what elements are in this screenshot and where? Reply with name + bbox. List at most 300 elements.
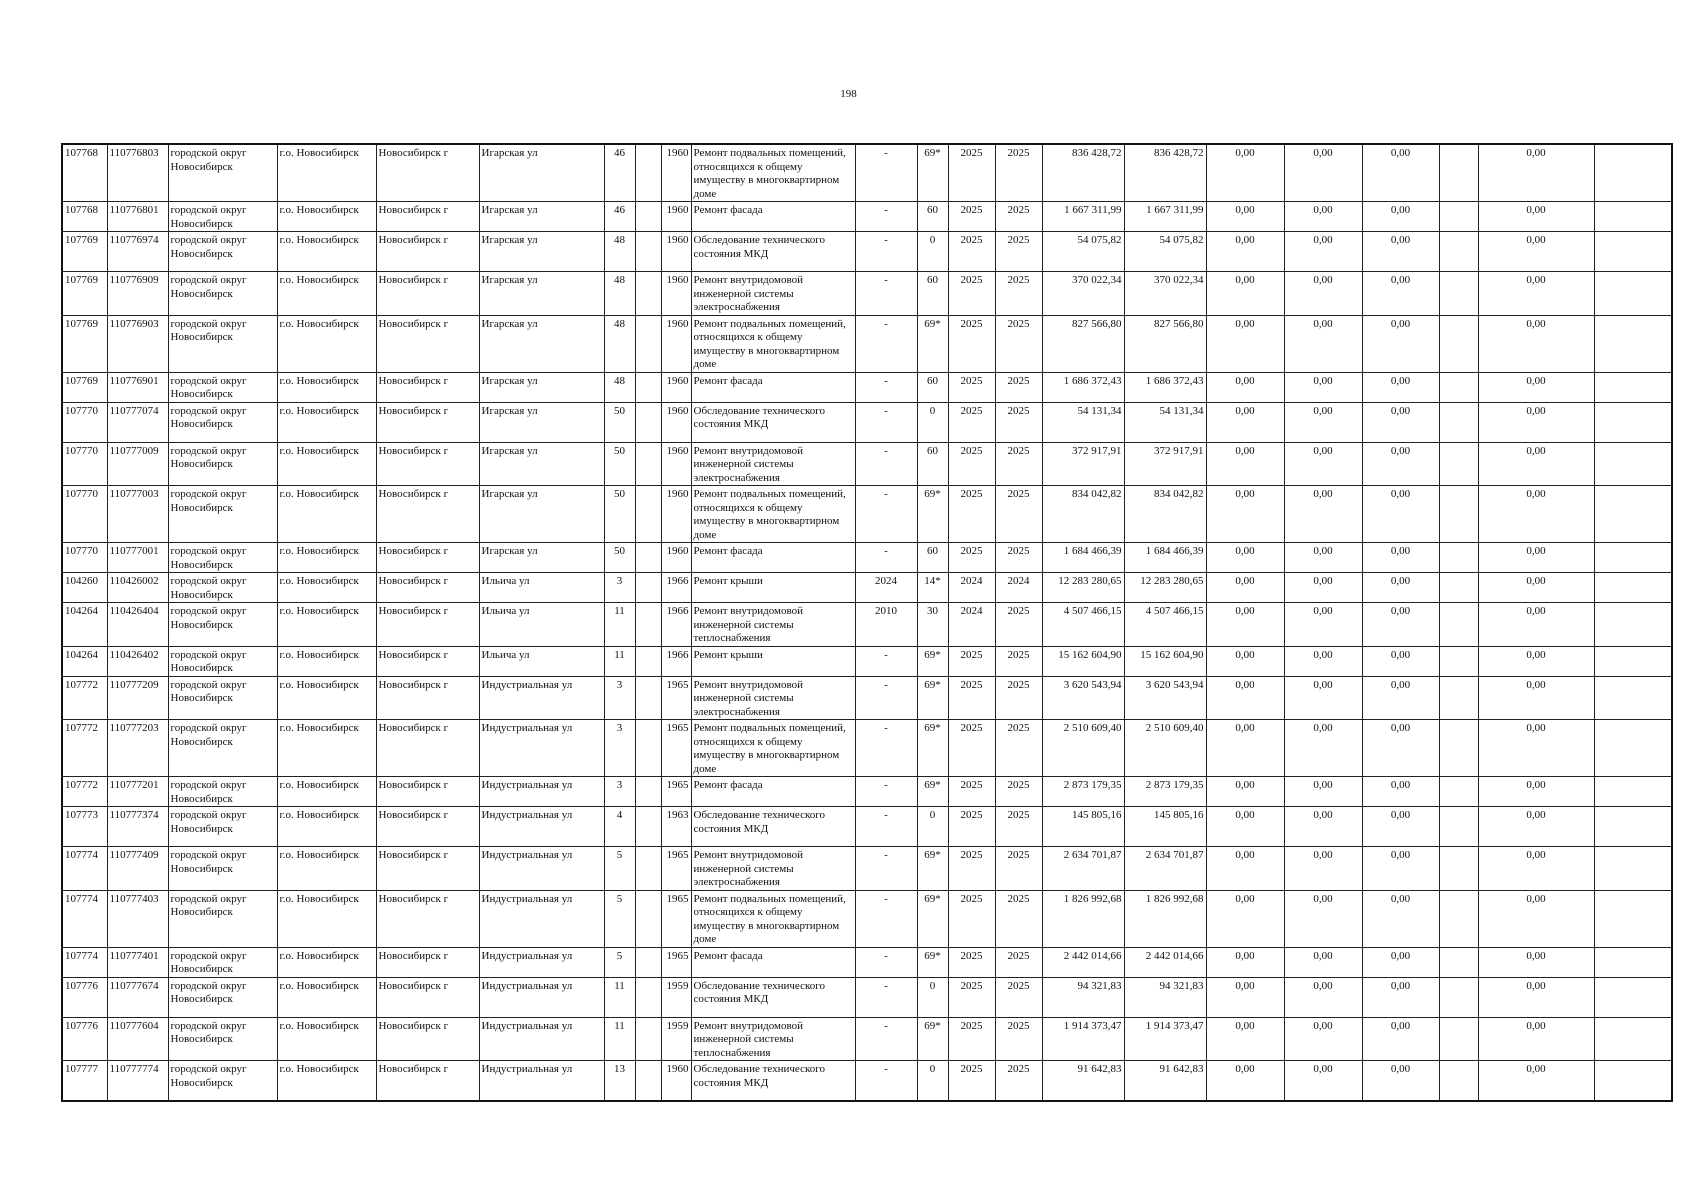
cell-cost-d: 0,00 xyxy=(1478,890,1594,947)
cell-work-type: Ремонт подвальных помещений, относящихся к общему имуществу в многоквартирном доме xyxy=(691,315,855,372)
cell-year-built: 1965 xyxy=(661,676,691,720)
cell-municipality: городской округ Новосибирск xyxy=(168,144,277,202)
cell-cost-d: 0,00 xyxy=(1478,977,1594,1017)
cell-empty xyxy=(1439,202,1478,232)
cell-city: Новосибирск г xyxy=(376,232,479,272)
cell-work-type: Обследование технического состояния МКД xyxy=(691,977,855,1017)
cell-year-built: 1959 xyxy=(661,977,691,1017)
cell-empty xyxy=(1439,890,1478,947)
cell-cost-a: 0,00 xyxy=(1206,202,1284,232)
cell-empty xyxy=(1439,402,1478,442)
cell-municipality: городской округ Новосибирск xyxy=(168,847,277,891)
table-row xyxy=(62,847,1672,891)
cell-wear: 30 xyxy=(917,603,948,647)
cell-cost-d: 0,00 xyxy=(1478,543,1594,573)
cell-cost-fund: 15 162 604,90 xyxy=(1124,646,1206,676)
cell-last-repair: - xyxy=(855,807,917,847)
cell-cost-c: 0,00 xyxy=(1362,847,1439,891)
cell-cost-b: 0,00 xyxy=(1284,1017,1362,1061)
cell-empty xyxy=(1439,1061,1478,1101)
cell-code: 110777203 xyxy=(107,720,168,777)
cell-code: 110777403 xyxy=(107,890,168,947)
cell-district: г.о. Новосибирск xyxy=(277,947,376,977)
table-row xyxy=(62,573,1672,603)
cell-work-type: Ремонт фасада xyxy=(691,947,855,977)
cell-street: Индустриальная ул xyxy=(479,807,604,847)
cell-year-built: 1960 xyxy=(661,486,691,543)
cell-house: 5 xyxy=(604,947,635,977)
cell-street: Индустриальная ул xyxy=(479,947,604,977)
cell-municipality: городской округ Новосибирск xyxy=(168,1017,277,1061)
cell-empty xyxy=(1439,947,1478,977)
cell-house: 48 xyxy=(604,272,635,316)
cell-house: 3 xyxy=(604,777,635,807)
cell-cost-total: 54 131,34 xyxy=(1042,402,1124,442)
cell-work-type: Ремонт подвальных помещений, относящихся к общему имуществу в многоквартирном доме xyxy=(691,486,855,543)
cell-wear: 69* xyxy=(917,646,948,676)
cell-cost-d: 0,00 xyxy=(1478,315,1594,372)
cell-code: 110777604 xyxy=(107,1017,168,1061)
cell-last-repair: - xyxy=(855,777,917,807)
table-row xyxy=(62,777,1672,807)
cell-last-repair: - xyxy=(855,947,917,977)
cell-plan-end: 2025 xyxy=(995,720,1042,777)
cell-last-repair: - xyxy=(855,543,917,573)
cell-year-built: 1966 xyxy=(661,646,691,676)
cell-code: 110777001 xyxy=(107,543,168,573)
cell-plan-end: 2025 xyxy=(995,543,1042,573)
cell-cost-c: 0,00 xyxy=(1362,543,1439,573)
cell-code: 110776974 xyxy=(107,232,168,272)
cell-cost-fund: 1 667 311,99 xyxy=(1124,202,1206,232)
cell-city: Новосибирск г xyxy=(376,315,479,372)
cell-work-type: Ремонт внутридомовой инженерной системы теплоснабжения xyxy=(691,1017,855,1061)
cell-empty xyxy=(1439,720,1478,777)
cell-city: Новосибирск г xyxy=(376,1061,479,1101)
cell-year-built: 1960 xyxy=(661,202,691,232)
cell-building xyxy=(635,1061,661,1101)
cell-cost-a: 0,00 xyxy=(1206,272,1284,316)
table-row xyxy=(62,807,1672,847)
cell-cost-total: 12 283 280,65 xyxy=(1042,573,1124,603)
cell-plan-end: 2025 xyxy=(995,777,1042,807)
cell-empty-end xyxy=(1594,890,1672,947)
cell-cost-total: 1 686 372,43 xyxy=(1042,372,1124,402)
cell-city: Новосибирск г xyxy=(376,720,479,777)
cell-district: г.о. Новосибирск xyxy=(277,847,376,891)
cell-cost-d: 0,00 xyxy=(1478,573,1594,603)
cell-cost-fund: 372 917,91 xyxy=(1124,442,1206,486)
cell-city: Новосибирск г xyxy=(376,372,479,402)
cell-year-built: 1960 xyxy=(661,442,691,486)
cell-cost-b: 0,00 xyxy=(1284,486,1362,543)
cell-wear: 60 xyxy=(917,372,948,402)
cell-work-type: Ремонт крыши xyxy=(691,573,855,603)
cell-plan-start: 2025 xyxy=(948,202,995,232)
cell-building xyxy=(635,272,661,316)
cell-cost-b: 0,00 xyxy=(1284,402,1362,442)
cell-empty-end xyxy=(1594,847,1672,891)
cell-wear: 60 xyxy=(917,272,948,316)
cell-municipality: городской округ Новосибирск xyxy=(168,272,277,316)
cell-empty-end xyxy=(1594,977,1672,1017)
cell-house: 11 xyxy=(604,977,635,1017)
cell-cost-b: 0,00 xyxy=(1284,442,1362,486)
cell-last-repair: - xyxy=(855,977,917,1017)
register-table xyxy=(61,143,1673,1102)
cell-cost-total: 834 042,82 xyxy=(1042,486,1124,543)
cell-cost-d: 0,00 xyxy=(1478,720,1594,777)
cell-wear: 69* xyxy=(917,720,948,777)
cell-plan-end: 2025 xyxy=(995,947,1042,977)
cell-code: 110777201 xyxy=(107,777,168,807)
cell-cost-c: 0,00 xyxy=(1362,486,1439,543)
cell-cost-d: 0,00 xyxy=(1478,232,1594,272)
cell-empty-end xyxy=(1594,676,1672,720)
cell-cost-c: 0,00 xyxy=(1362,676,1439,720)
table-row xyxy=(62,486,1672,543)
cell-district: г.о. Новосибирск xyxy=(277,144,376,202)
cell-municipality: городской округ Новосибирск xyxy=(168,315,277,372)
cell-district: г.о. Новосибирск xyxy=(277,646,376,676)
cell-house: 50 xyxy=(604,442,635,486)
cell-year-built: 1960 xyxy=(661,402,691,442)
cell-empty xyxy=(1439,646,1478,676)
cell-cost-c: 0,00 xyxy=(1362,573,1439,603)
cell-cost-b: 0,00 xyxy=(1284,676,1362,720)
cell-plan-end: 2025 xyxy=(995,232,1042,272)
cell-work-type: Ремонт внутридомовой инженерной системы электроснабжения xyxy=(691,847,855,891)
cell-district: г.о. Новосибирск xyxy=(277,720,376,777)
cell-work-type: Ремонт подвальных помещений, относящихся к общему имуществу в многоквартирном доме xyxy=(691,144,855,202)
cell-plan-start: 2025 xyxy=(948,676,995,720)
cell-street: Ильича ул xyxy=(479,573,604,603)
cell-empty xyxy=(1439,442,1478,486)
cell-last-repair: - xyxy=(855,315,917,372)
cell-city: Новосибирск г xyxy=(376,573,479,603)
cell-id: 107769 xyxy=(62,315,107,372)
cell-empty xyxy=(1439,573,1478,603)
cell-wear: 69* xyxy=(917,676,948,720)
cell-district: г.о. Новосибирск xyxy=(277,1061,376,1101)
cell-plan-start: 2025 xyxy=(948,372,995,402)
cell-id: 107777 xyxy=(62,1061,107,1101)
cell-house: 3 xyxy=(604,676,635,720)
cell-plan-start: 2025 xyxy=(948,1017,995,1061)
cell-cost-c: 0,00 xyxy=(1362,947,1439,977)
cell-cost-d: 0,00 xyxy=(1478,202,1594,232)
table-row xyxy=(62,372,1672,402)
cell-cost-d: 0,00 xyxy=(1478,1061,1594,1101)
cell-cost-b: 0,00 xyxy=(1284,777,1362,807)
cell-cost-a: 0,00 xyxy=(1206,947,1284,977)
cell-district: г.о. Новосибирск xyxy=(277,232,376,272)
cell-empty-end xyxy=(1594,372,1672,402)
cell-street: Индустриальная ул xyxy=(479,676,604,720)
cell-work-type: Ремонт внутридомовой инженерной системы электроснабжения xyxy=(691,676,855,720)
cell-code: 110776909 xyxy=(107,272,168,316)
cell-plan-end: 2025 xyxy=(995,486,1042,543)
cell-cost-b: 0,00 xyxy=(1284,232,1362,272)
cell-work-type: Ремонт внутридомовой инженерной системы электроснабжения xyxy=(691,272,855,316)
cell-cost-d: 0,00 xyxy=(1478,603,1594,647)
cell-street: Индустриальная ул xyxy=(479,977,604,1017)
cell-district: г.о. Новосибирск xyxy=(277,777,376,807)
cell-empty xyxy=(1439,1017,1478,1061)
cell-code: 110777009 xyxy=(107,442,168,486)
cell-code: 110777674 xyxy=(107,977,168,1017)
cell-city: Новосибирск г xyxy=(376,486,479,543)
cell-cost-c: 0,00 xyxy=(1362,603,1439,647)
cell-work-type: Ремонт фасада xyxy=(691,777,855,807)
cell-year-built: 1965 xyxy=(661,720,691,777)
table-row xyxy=(62,890,1672,947)
cell-wear: 14* xyxy=(917,573,948,603)
cell-cost-a: 0,00 xyxy=(1206,543,1284,573)
cell-plan-start: 2025 xyxy=(948,272,995,316)
cell-plan-end: 2025 xyxy=(995,847,1042,891)
cell-cost-total: 2 634 701,87 xyxy=(1042,847,1124,891)
table-row xyxy=(62,315,1672,372)
cell-empty-end xyxy=(1594,486,1672,543)
cell-wear: 60 xyxy=(917,442,948,486)
cell-cost-d: 0,00 xyxy=(1478,947,1594,977)
cell-cost-d: 0,00 xyxy=(1478,272,1594,316)
cell-cost-total: 827 566,80 xyxy=(1042,315,1124,372)
cell-cost-d: 0,00 xyxy=(1478,807,1594,847)
cell-year-built: 1960 xyxy=(661,272,691,316)
cell-code: 110776903 xyxy=(107,315,168,372)
cell-code: 110777003 xyxy=(107,486,168,543)
cell-last-repair: - xyxy=(855,442,917,486)
cell-plan-end: 2025 xyxy=(995,272,1042,316)
cell-city: Новосибирск г xyxy=(376,202,479,232)
cell-cost-fund: 54 131,34 xyxy=(1124,402,1206,442)
cell-building xyxy=(635,977,661,1017)
cell-street: Индустриальная ул xyxy=(479,720,604,777)
cell-house: 3 xyxy=(604,720,635,777)
cell-municipality: городской округ Новосибирск xyxy=(168,202,277,232)
cell-id: 107769 xyxy=(62,372,107,402)
cell-code: 110777374 xyxy=(107,807,168,847)
cell-district: г.о. Новосибирск xyxy=(277,543,376,573)
cell-building xyxy=(635,720,661,777)
cell-cost-fund: 54 075,82 xyxy=(1124,232,1206,272)
cell-district: г.о. Новосибирск xyxy=(277,202,376,232)
cell-cost-fund: 2 634 701,87 xyxy=(1124,847,1206,891)
cell-cost-a: 0,00 xyxy=(1206,890,1284,947)
cell-municipality: городской округ Новосибирск xyxy=(168,676,277,720)
cell-cost-a: 0,00 xyxy=(1206,720,1284,777)
cell-year-built: 1965 xyxy=(661,890,691,947)
cell-municipality: городской округ Новосибирск xyxy=(168,720,277,777)
table-row xyxy=(62,676,1672,720)
cell-street: Игарская ул xyxy=(479,372,604,402)
cell-empty-end xyxy=(1594,402,1672,442)
cell-work-type: Ремонт крыши xyxy=(691,646,855,676)
cell-plan-start: 2025 xyxy=(948,144,995,202)
cell-plan-start: 2025 xyxy=(948,315,995,372)
cell-cost-a: 0,00 xyxy=(1206,777,1284,807)
cell-year-built: 1960 xyxy=(661,315,691,372)
cell-id: 107770 xyxy=(62,543,107,573)
cell-cost-fund: 12 283 280,65 xyxy=(1124,573,1206,603)
cell-city: Новосибирск г xyxy=(376,947,479,977)
cell-cost-a: 0,00 xyxy=(1206,232,1284,272)
cell-empty-end xyxy=(1594,543,1672,573)
cell-street: Игарская ул xyxy=(479,442,604,486)
cell-street: Ильича ул xyxy=(479,646,604,676)
cell-cost-b: 0,00 xyxy=(1284,543,1362,573)
cell-empty xyxy=(1439,543,1478,573)
cell-wear: 0 xyxy=(917,1061,948,1101)
cell-cost-b: 0,00 xyxy=(1284,977,1362,1017)
cell-cost-fund: 836 428,72 xyxy=(1124,144,1206,202)
cell-plan-end: 2024 xyxy=(995,573,1042,603)
cell-cost-fund: 827 566,80 xyxy=(1124,315,1206,372)
cell-cost-c: 0,00 xyxy=(1362,1061,1439,1101)
cell-cost-d: 0,00 xyxy=(1478,442,1594,486)
cell-cost-fund: 1 826 992,68 xyxy=(1124,890,1206,947)
cell-cost-total: 370 022,34 xyxy=(1042,272,1124,316)
cell-work-type: Ремонт подвальных помещений, относящихся к общему имуществу в многоквартирном доме xyxy=(691,720,855,777)
cell-id: 107768 xyxy=(62,144,107,202)
cell-district: г.о. Новосибирск xyxy=(277,890,376,947)
cell-cost-c: 0,00 xyxy=(1362,1017,1439,1061)
cell-building xyxy=(635,947,661,977)
cell-cost-b: 0,00 xyxy=(1284,372,1362,402)
cell-empty-end xyxy=(1594,777,1672,807)
table-row xyxy=(62,402,1672,442)
cell-cost-total: 1 684 466,39 xyxy=(1042,543,1124,573)
cell-cost-c: 0,00 xyxy=(1362,402,1439,442)
cell-cost-fund: 3 620 543,94 xyxy=(1124,676,1206,720)
cell-work-type: Ремонт внутридомовой инженерной системы электроснабжения xyxy=(691,442,855,486)
cell-id: 104260 xyxy=(62,573,107,603)
cell-cost-fund: 1 684 466,39 xyxy=(1124,543,1206,573)
cell-cost-d: 0,00 xyxy=(1478,676,1594,720)
cell-city: Новосибирск г xyxy=(376,603,479,647)
cell-building xyxy=(635,315,661,372)
cell-id: 107770 xyxy=(62,442,107,486)
cell-wear: 69* xyxy=(917,847,948,891)
cell-work-type: Ремонт фасада xyxy=(691,372,855,402)
cell-building xyxy=(635,603,661,647)
cell-empty xyxy=(1439,232,1478,272)
cell-municipality: городской округ Новосибирск xyxy=(168,603,277,647)
cell-cost-a: 0,00 xyxy=(1206,603,1284,647)
cell-empty-end xyxy=(1594,202,1672,232)
cell-municipality: городской округ Новосибирск xyxy=(168,232,277,272)
cell-building xyxy=(635,144,661,202)
cell-cost-a: 0,00 xyxy=(1206,573,1284,603)
cell-last-repair: - xyxy=(855,272,917,316)
cell-house: 11 xyxy=(604,603,635,647)
cell-plan-end: 2025 xyxy=(995,977,1042,1017)
cell-building xyxy=(635,402,661,442)
cell-cost-a: 0,00 xyxy=(1206,486,1284,543)
cell-code: 110776803 xyxy=(107,144,168,202)
cell-work-type: Обследование технического состояния МКД xyxy=(691,402,855,442)
cell-empty xyxy=(1439,777,1478,807)
cell-cost-c: 0,00 xyxy=(1362,720,1439,777)
cell-cost-total: 145 805,16 xyxy=(1042,807,1124,847)
cell-id: 107772 xyxy=(62,720,107,777)
cell-year-built: 1960 xyxy=(661,372,691,402)
cell-building xyxy=(635,777,661,807)
cell-year-built: 1963 xyxy=(661,807,691,847)
cell-last-repair: - xyxy=(855,372,917,402)
table-row xyxy=(62,603,1672,647)
cell-municipality: городской округ Новосибирск xyxy=(168,646,277,676)
cell-plan-start: 2025 xyxy=(948,232,995,272)
cell-cost-c: 0,00 xyxy=(1362,890,1439,947)
cell-plan-end: 2025 xyxy=(995,442,1042,486)
cell-wear: 69* xyxy=(917,777,948,807)
cell-street: Игарская ул xyxy=(479,202,604,232)
cell-plan-end: 2025 xyxy=(995,315,1042,372)
cell-last-repair: - xyxy=(855,847,917,891)
cell-code: 110777409 xyxy=(107,847,168,891)
cell-code: 110777401 xyxy=(107,947,168,977)
cell-street: Игарская ул xyxy=(479,402,604,442)
cell-house: 46 xyxy=(604,202,635,232)
cell-empty-end xyxy=(1594,1061,1672,1101)
cell-last-repair: - xyxy=(855,232,917,272)
cell-street: Индустриальная ул xyxy=(479,847,604,891)
cell-empty xyxy=(1439,315,1478,372)
cell-building xyxy=(635,202,661,232)
cell-plan-end: 2025 xyxy=(995,890,1042,947)
cell-empty-end xyxy=(1594,144,1672,202)
cell-last-repair: - xyxy=(855,486,917,543)
cell-cost-fund: 91 642,83 xyxy=(1124,1061,1206,1101)
cell-house: 5 xyxy=(604,847,635,891)
cell-work-type: Ремонт фасада xyxy=(691,202,855,232)
cell-work-type: Обследование технического состояния МКД xyxy=(691,232,855,272)
cell-id: 107776 xyxy=(62,1017,107,1061)
cell-municipality: городской округ Новосибирск xyxy=(168,890,277,947)
cell-cost-d: 0,00 xyxy=(1478,372,1594,402)
cell-cost-c: 0,00 xyxy=(1362,807,1439,847)
cell-cost-total: 54 075,82 xyxy=(1042,232,1124,272)
cell-cost-b: 0,00 xyxy=(1284,202,1362,232)
cell-code: 110776901 xyxy=(107,372,168,402)
cell-cost-c: 0,00 xyxy=(1362,977,1439,1017)
cell-id: 107772 xyxy=(62,777,107,807)
cell-work-type: Ремонт фасада xyxy=(691,543,855,573)
cell-city: Новосибирск г xyxy=(376,777,479,807)
cell-empty xyxy=(1439,807,1478,847)
cell-street: Индустриальная ул xyxy=(479,777,604,807)
cell-year-built: 1960 xyxy=(661,144,691,202)
cell-street: Ильича ул xyxy=(479,603,604,647)
table-row xyxy=(62,1061,1672,1101)
cell-wear: 60 xyxy=(917,543,948,573)
cell-district: г.о. Новосибирск xyxy=(277,402,376,442)
cell-house: 46 xyxy=(604,144,635,202)
cell-city: Новосибирск г xyxy=(376,646,479,676)
cell-plan-end: 2025 xyxy=(995,202,1042,232)
cell-cost-d: 0,00 xyxy=(1478,486,1594,543)
cell-plan-end: 2025 xyxy=(995,1061,1042,1101)
cell-cost-b: 0,00 xyxy=(1284,847,1362,891)
cell-year-built: 1965 xyxy=(661,947,691,977)
cell-municipality: городской округ Новосибирск xyxy=(168,573,277,603)
cell-id: 107774 xyxy=(62,890,107,947)
cell-house: 5 xyxy=(604,890,635,947)
cell-street: Индустриальная ул xyxy=(479,890,604,947)
